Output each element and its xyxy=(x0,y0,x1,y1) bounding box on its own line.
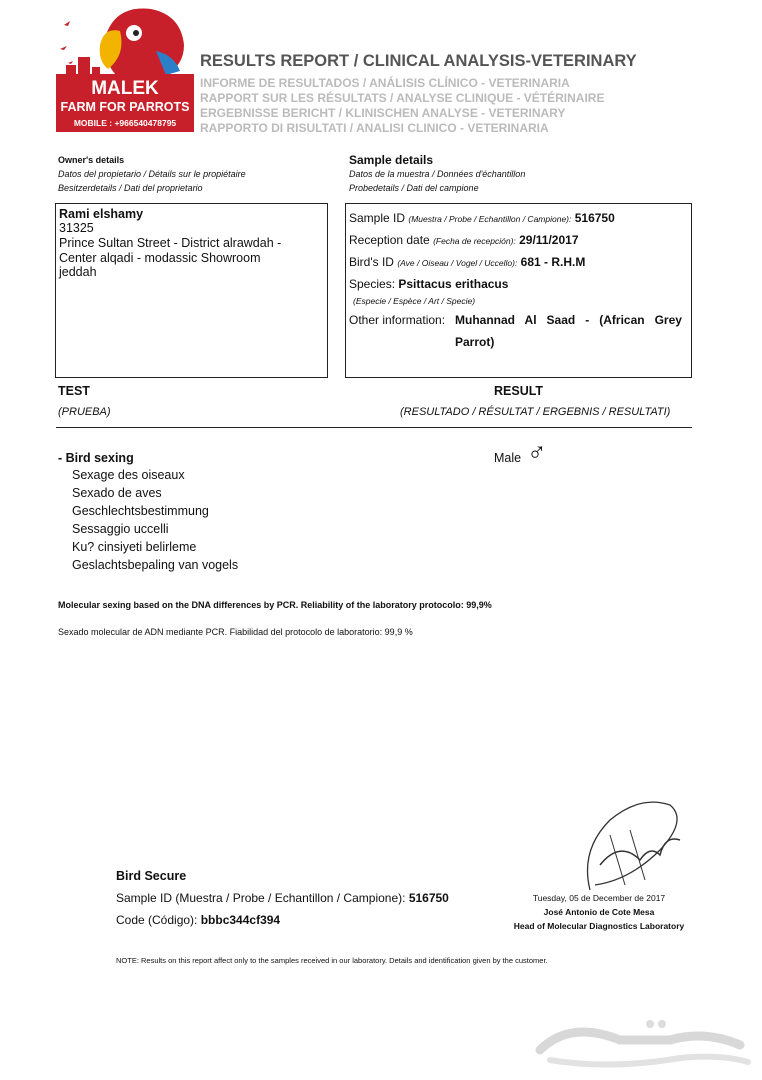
owner-subheading: Datos del propietario / Détails sur le propiétaire xyxy=(58,169,246,179)
owner-code: 31325 xyxy=(59,221,94,235)
test-label: TEST xyxy=(58,384,90,398)
report-subtitle: RAPPORT SUR LES RÉSULTATS / ANALYSE CLINIQUE - VÉTÉRINAIRE xyxy=(200,91,605,105)
test-translation: Geslachtsbepaling van vogels xyxy=(72,558,239,572)
sample-subheading: Datos de la muestra / Données d'échantillon xyxy=(349,169,526,179)
test-name: - Bird sexing xyxy=(58,451,134,465)
signature-name: José Antonio de Cote Mesa xyxy=(543,907,655,917)
signature-stamp-icon xyxy=(570,790,690,900)
bird-id-note: (Ave / Oiseau / Vogel / Uccello): xyxy=(397,258,518,268)
result-label: RESULT xyxy=(494,384,544,398)
test-translation: Sessaggio uccelli xyxy=(72,522,169,536)
other-info-label: Other information: xyxy=(349,313,446,327)
watermark-logo-icon xyxy=(530,1010,755,1072)
birdsecure-code-row xyxy=(116,913,280,927)
bird-id-label: Bird's ID xyxy=(349,255,394,269)
logo-farm: FARM FOR PARROTS xyxy=(60,100,190,114)
reception-label: Reception date xyxy=(349,233,430,247)
reception-note: (Fecha de recepción): xyxy=(433,236,516,246)
logo-mobile: MOBILE : +966540478795 xyxy=(73,118,177,128)
birdsecure-sample-label: Sample ID (Muestra / Probe / Echantillon / Campione): xyxy=(116,891,406,905)
owner-heading: Owner's details xyxy=(58,155,125,165)
test-translation: Geschlechtsbestimmung xyxy=(72,504,209,518)
birdsecure-code-value: bbbc344cf394 xyxy=(200,913,281,927)
signature-role: Head of Molecular Diagnostics Laboratory xyxy=(513,921,685,931)
reception-value: 29/11/2017 xyxy=(519,233,579,247)
sample-id-note: (Muestra / Probe / Echantillon / Campione): xyxy=(408,214,572,224)
footer-note: NOTE: Results on this report affect only to the samples received in our laboratory. Details and identification given by the customer. xyxy=(116,956,548,965)
species-row xyxy=(349,277,508,291)
test-translation: Sexage des oiseaux xyxy=(72,468,185,482)
bird-id-value: 681 - R.H.M xyxy=(520,255,586,269)
birdsecure-sample-row xyxy=(116,891,449,905)
report-subtitle: INFORME DE RESULTADOS / ANÁLISIS CLÍNICO - VETERINARIA xyxy=(200,76,570,90)
birdsecure-sample-value: 516750 xyxy=(408,891,449,905)
method-note-en: Molecular sexing based on the DNA differences by PCR. Reliability of the laboratory protocolo: 99,9% xyxy=(58,600,492,610)
species-note: (Especie / Espèce / Art / Specie) xyxy=(353,296,476,306)
test-label-translation: (PRUEBA) xyxy=(58,406,111,418)
section-divider xyxy=(56,427,692,428)
species-value: Psittacus erithacus xyxy=(398,277,509,291)
test-translation: Sexado de aves xyxy=(72,486,162,500)
test-translation: Ku? cinsiyeti belirleme xyxy=(72,540,197,554)
sample-id-row xyxy=(349,211,615,225)
owner-address: Center alqadi - modassic Showroom xyxy=(59,251,261,265)
other-info-value: Muhannad Al Saad - (African Grey xyxy=(455,313,682,327)
result-label-translation: (RESULTADO / RÉSULTAT / ERGEBNIS / RESULTATI) xyxy=(400,406,671,418)
owner-subheading: Besitzerdetails / Dati del proprietario xyxy=(58,183,203,193)
report-subtitle: RAPPORTO DI RISULTATI / ANALISI CLINICO - VETERINARIA xyxy=(200,121,549,135)
sample-id-label: Sample ID xyxy=(349,211,406,225)
birdsecure-title: Bird Secure xyxy=(116,869,187,883)
male-symbol-icon: ♂ xyxy=(527,436,547,466)
method-note-es: Sexado molecular de ADN mediante PCR. Fiabilidad del protocolo de laboratorio: 99,9 % xyxy=(58,627,413,637)
species-label: Species: xyxy=(349,277,396,291)
sample-heading: Sample details xyxy=(349,153,434,167)
logo-name: MALEK xyxy=(91,78,159,99)
owner-city: jeddah xyxy=(59,265,97,279)
other-info-value-cont: Parrot) xyxy=(455,335,495,349)
report-title: RESULTS REPORT / CLINICAL ANALYSIS-VETERINARY xyxy=(200,52,637,70)
signature-date: Tuesday, 05 de December de 2017 xyxy=(532,893,666,903)
sample-id-value: 516750 xyxy=(574,211,615,225)
owner-name: Rami elshamy xyxy=(59,207,144,221)
reception-row xyxy=(349,233,579,247)
result-value: Male xyxy=(494,451,522,465)
bird-id-row xyxy=(349,255,585,269)
sample-subheading: Probedetails / Dati del campione xyxy=(349,183,479,193)
owner-address: Prince Sultan Street - District alrawdah - xyxy=(59,236,282,250)
report-subtitle: ERGEBNISSE BERICHT / KLINISCHEN ANALYSE - VETERINARY xyxy=(200,106,566,120)
owner-box xyxy=(55,203,328,378)
birdsecure-code-label: Code (Código): xyxy=(116,913,198,927)
